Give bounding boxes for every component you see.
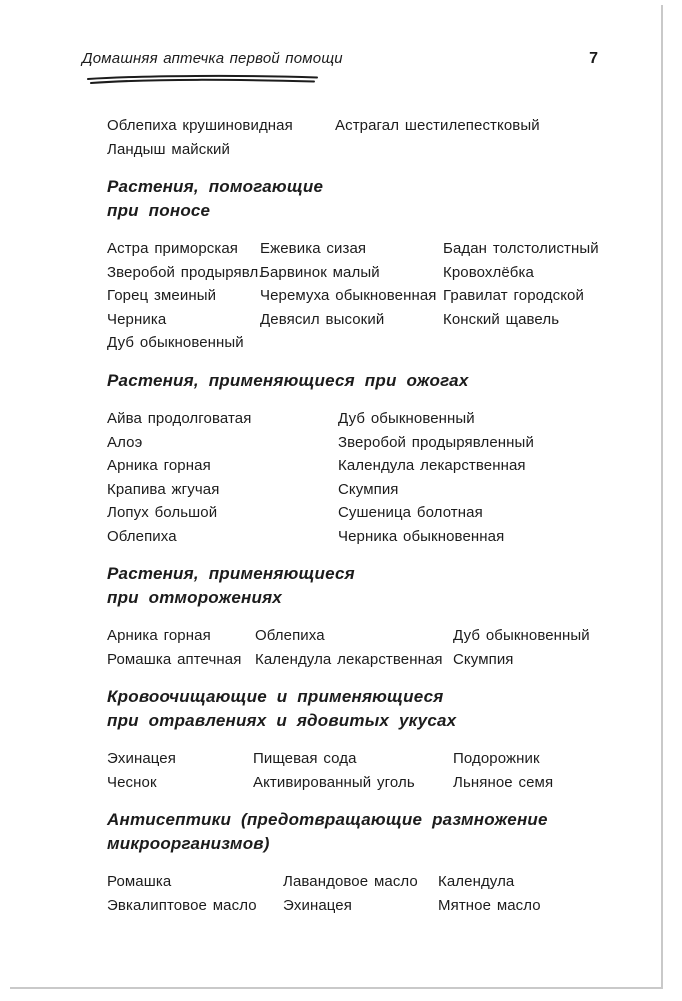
plant-column	[255, 624, 453, 671]
plant-item: Ежевика сизая	[260, 240, 367, 257]
section-diarrhea-plants	[107, 175, 682, 355]
section-heading	[107, 562, 682, 609]
plant-item: Конский щавель	[443, 310, 560, 328]
plant-item: Ромашка аптечная	[107, 650, 242, 668]
section-burn-plants	[107, 369, 682, 549]
plant-item: Дуб обыкновенный	[338, 410, 475, 427]
plant-item: Скумпия	[338, 480, 399, 498]
plant-column	[453, 747, 553, 794]
plant-item: Черника обыкновенная	[338, 527, 505, 545]
section-antiseptics	[107, 808, 682, 917]
plant-item: Арника горная	[107, 457, 211, 474]
plant-item: Дуб обыкновенный	[453, 627, 590, 644]
plant-item: Ландыш майский	[107, 140, 230, 158]
plant-item: Облепиха крушиновидная	[107, 117, 293, 134]
section-heading	[107, 175, 682, 222]
plant-item: Барвинок малый	[260, 263, 380, 281]
plant-column	[338, 407, 534, 548]
page-header	[0, 0, 682, 68]
plant-item: Пищевая сода	[253, 750, 357, 767]
section-blood-cleansing-plants	[107, 685, 682, 794]
page-number: 7	[589, 50, 598, 67]
plant-item: Облепиха	[255, 627, 325, 644]
plant-item: Активированный уголь	[253, 773, 415, 791]
plant-columns	[107, 870, 682, 917]
plant-item: Черника	[107, 310, 167, 328]
section-frostbite-plants	[107, 562, 682, 671]
plant-item: Эвкалиптовое масло	[107, 896, 257, 914]
plant-item: Лопух большой	[107, 504, 218, 521]
plant-item: Сушеница болотная	[338, 504, 483, 521]
plant-column	[335, 114, 540, 138]
plant-columns	[107, 237, 682, 355]
plant-item: Чеснок	[107, 773, 157, 791]
section-heading	[107, 808, 682, 855]
plant-columns	[107, 407, 682, 548]
plant-column	[438, 870, 541, 917]
heading-line: Растения, помогающие	[107, 177, 324, 196]
heading-line: Кровоочищающие и применяющиеся	[107, 687, 444, 706]
plant-column	[453, 624, 590, 671]
plant-item: Календула	[438, 873, 515, 890]
plant-columns	[107, 747, 682, 794]
plant-column	[107, 114, 335, 161]
plant-item: Скумпия	[453, 650, 514, 668]
plant-item: Облепиха	[107, 527, 177, 545]
running-title: Домашняя аптечка первой помощи	[82, 50, 343, 67]
plant-column	[107, 624, 255, 671]
plant-item: Астра приморская	[107, 240, 239, 257]
plant-column	[443, 237, 599, 331]
plant-item: Дуб обыкновенный	[107, 334, 244, 351]
plant-column	[107, 747, 253, 794]
plant-item: Зверобой продырявл.	[107, 263, 263, 281]
heading-line: Растения, применяющиеся при ожогах	[107, 370, 469, 390]
plant-item: Арника горная	[107, 627, 211, 644]
plant-item: Кровохлёбка	[443, 263, 534, 281]
plant-columns	[107, 624, 682, 671]
plant-column	[260, 237, 443, 331]
plant-item: Льняное семя	[453, 773, 554, 791]
page-edge-bottom	[10, 987, 663, 989]
plant-item: Айва продолговатая	[107, 410, 252, 427]
plant-item: Эхинацея	[107, 750, 176, 767]
heading-line: при отморожениях	[107, 587, 282, 607]
plant-column	[253, 747, 453, 794]
plant-item: Горец змеиный	[107, 287, 217, 304]
plant-item: Черемуха обыкновенная	[260, 287, 437, 304]
heading-line: при отравлениях и ядовитых укусах	[107, 710, 457, 730]
plant-column	[107, 870, 283, 917]
plant-item: Подорожник	[453, 750, 540, 767]
section-heading	[107, 369, 682, 393]
heading-line: микроорганизмов)	[107, 833, 270, 853]
heading-line: при поносе	[107, 200, 211, 220]
plant-item: Астрагал шестилепестковый	[335, 117, 540, 134]
section-intro-continuation	[107, 114, 682, 161]
plant-item: Ромашка	[107, 873, 172, 890]
plant-columns	[107, 114, 682, 161]
plant-column	[283, 870, 438, 917]
plant-item: Зверобой продырявленный	[338, 433, 534, 451]
plant-item: Алоэ	[107, 433, 143, 451]
plant-item: Лавандовое масло	[283, 873, 418, 890]
page-content	[0, 68, 682, 917]
section-heading	[107, 685, 682, 732]
plant-item: Крапива жгучая	[107, 480, 220, 498]
heading-line: Антисептики (предотвращающие размножение	[107, 810, 548, 829]
plant-column	[107, 407, 338, 548]
plant-item: Календула лекарственная	[255, 650, 443, 668]
plant-item: Девясил высокий	[260, 310, 385, 328]
plant-item: Мятное масло	[438, 896, 541, 914]
plant-item: Гравилат городской	[443, 287, 584, 304]
underline-squiggle-icon	[86, 73, 321, 87]
plant-item: Эхинацея	[283, 896, 352, 914]
plant-item: Календула лекарственная	[338, 457, 526, 474]
heading-line: Растения, применяющиеся	[107, 564, 355, 583]
plant-item: Бадан толстолистный	[443, 240, 599, 257]
page-edge-right	[661, 5, 663, 989]
plant-column	[107, 237, 263, 355]
